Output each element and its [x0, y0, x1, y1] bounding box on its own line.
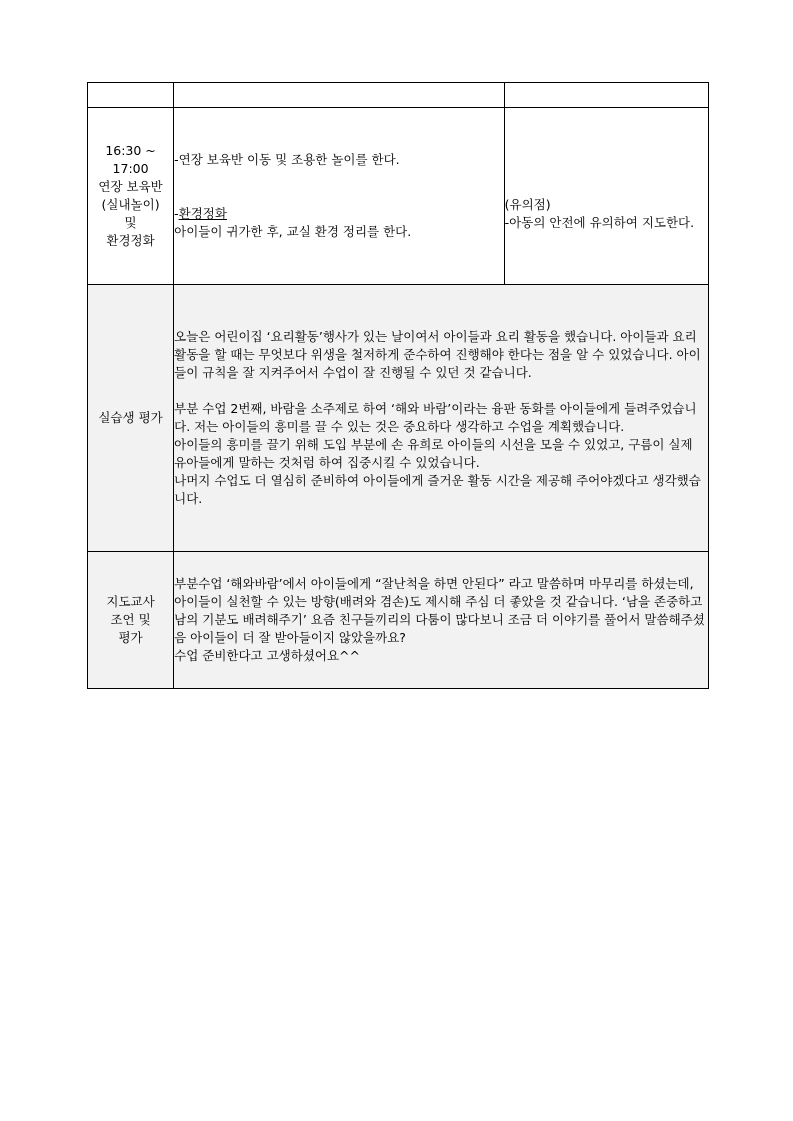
student-eval-paragraph: 아이들의 흥미를 끌기 위해 도입 부분에 손 유희로 아이들의 시선을 모을 수 있었고, 구름이 실제 유아들에게 말하는 것처럼 하여 집중시킬 수 있었습니다. [174, 437, 693, 470]
activity-cell [174, 108, 505, 285]
teacher-eval-paragraph: 부분수업 ‘해와바람’에서 아이들에게 “잘난척을 하면 안된다” 라고 말씀하며 마무리를 하셨는데, 아이들이 실천할 수 있는 방향(배려와 겸손)도 제시해 주심 더 좋았을 것 같습니다. ‘남을 존중하고 남의 기분도 배려해주기’ 요즘 친구들끼리의 다툼이 많다보니 조금 더 이야기를 풀어서 말씀해주셨음 아이들이 더 잘 받아들이지 않았을까요? [174, 576, 705, 645]
teacher-label-line: 조언 및 [110, 612, 151, 627]
activity-heading [174, 205, 504, 223]
notes-cell [504, 108, 708, 285]
teacher-eval-content [174, 552, 709, 689]
teacher-eval-label [88, 552, 174, 689]
student-eval-paragraph: 오늘은 어린이집 ‘요리활동’행사가 있는 날이여서 아이들과 요리 활동을 했습니다. 아이들과 요리 활동을 할 때는 무엇보다 위생을 철저하게 준수하여 진행해야 한다는 점을 알 수 있었습니다. 아이들이 규칙을 잘 지켜주어서 수업이 잘 진행될 수 있던 것 같습니다. [174, 329, 701, 380]
activity-heading-dash: - [174, 206, 179, 221]
student-eval-label: 실습생 평가 [88, 285, 174, 552]
student-eval-paragraph: 나머지 수업도 더 열심히 준비하여 아이들에게 즐거운 활동 시간을 제공해 주어야겠다고 생각했습니다. [174, 473, 701, 506]
daily-log-table [87, 82, 709, 689]
teacher-evaluation-row [88, 552, 709, 689]
time-label-line: 연장 보육반 [98, 179, 163, 194]
blank-cell [88, 83, 174, 108]
student-eval-content [174, 285, 709, 552]
time-label-line: 17:00 [112, 161, 149, 176]
activity-line: 아이들이 귀가한 후, 교실 환경 정리를 한다. [174, 224, 412, 239]
activity-line: -연장 보육반 이동 및 조용한 놀이를 한다. [174, 152, 400, 167]
teacher-eval-paragraph: 수업 준비한다고 고생하셨어요^^ [174, 648, 360, 663]
notes-heading: (유의점) [504, 197, 551, 212]
time-label-line: 및 [124, 215, 137, 230]
teacher-label-line: 지도교사 [106, 594, 155, 609]
time-label-line: (실내놀이) [101, 197, 160, 212]
notes-text: -아동의 안전에 유의하여 지도한다. [504, 215, 695, 230]
extended-care-row [88, 108, 709, 285]
student-evaluation-row [88, 285, 709, 552]
activity-heading-text: 환경정화 [178, 206, 227, 221]
blank-cell [504, 83, 708, 108]
time-label-cell [88, 108, 174, 285]
header-row [88, 83, 709, 108]
student-eval-paragraph: 부분 수업 2번째, 바람을 소주제로 하여 ‘해와 바람’이라는 융판 동화를 아이들에게 들려주었습니다. 저는 아이들의 흥미를 끌 수 있는 것은 중요하다 생각하고 수업을 계획했습니다. [174, 401, 697, 434]
blank-cell [174, 83, 505, 108]
time-label-line: 16:30 ~ [105, 143, 156, 158]
teacher-label-line: 평가 [118, 630, 143, 645]
time-label-line: 환경정화 [106, 233, 155, 248]
